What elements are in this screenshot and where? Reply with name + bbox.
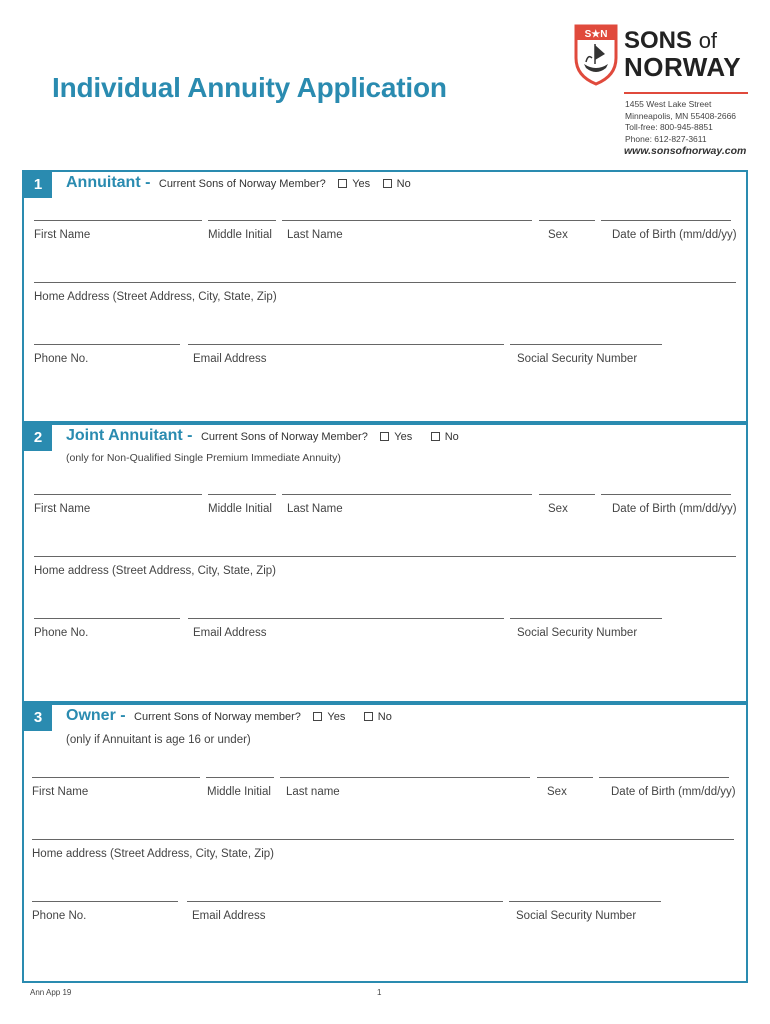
email-label: Email Address [192, 910, 266, 922]
email-label: Email Address [193, 353, 267, 365]
sex-label: Sex [548, 503, 568, 515]
dob-field[interactable] [599, 777, 729, 778]
section-title: Owner - [66, 707, 131, 724]
section-number: 2 [24, 425, 52, 451]
sex-label: Sex [548, 229, 568, 241]
last-name-field[interactable] [280, 777, 530, 778]
home-address-field[interactable] [34, 556, 736, 557]
checkbox-icon [338, 179, 347, 188]
svg-text:S★N: S★N [584, 29, 608, 40]
phone-label: Phone No. [34, 353, 89, 365]
checkbox-icon [431, 432, 440, 441]
section-number: 3 [24, 705, 52, 731]
section-annuitant [22, 170, 748, 423]
logo-wordmark [624, 28, 741, 80]
logo-norway: NORWAY [624, 52, 742, 82]
checkbox-label: Yes [394, 431, 413, 443]
phone-field[interactable] [34, 618, 180, 619]
sex-label: Sex [547, 786, 567, 798]
logo-of: of [698, 28, 718, 53]
checkbox-label: Yes [352, 178, 371, 190]
phone-label: Phone No. [32, 910, 87, 922]
member-no-checkbox[interactable] [431, 431, 459, 443]
phone-number: Phone: 612-827-3611 [625, 133, 707, 144]
tollfree-number: Toll-free: 800-945-8851 [625, 122, 713, 132]
member-no-checkbox[interactable] [383, 178, 411, 190]
member-yes-checkbox[interactable] [380, 431, 412, 443]
last-name-field[interactable] [282, 220, 532, 221]
viking-ship-shield-icon [574, 24, 618, 86]
checkbox-icon [364, 712, 373, 721]
last-name-label: Last name [286, 786, 340, 798]
dob-label: Date of Birth (mm/dd/yy) [611, 786, 736, 798]
phone-field[interactable] [34, 344, 180, 345]
middle-initial-field[interactable] [208, 220, 276, 221]
home-address-field[interactable] [34, 282, 736, 283]
middle-initial-field[interactable] [208, 494, 276, 495]
home-address-label: Home address (Street Address, City, State, Zip) [34, 565, 277, 577]
page-title: Individual Annuity Application [52, 72, 447, 103]
section-header [66, 707, 392, 725]
website-link[interactable]: www.sonsofnorway.com [624, 145, 747, 157]
first-name-field[interactable] [34, 494, 202, 495]
member-no-checkbox[interactable] [364, 711, 392, 723]
member-question: Current Sons of Norway member? [134, 711, 301, 723]
sex-field[interactable] [539, 220, 595, 221]
home-address-label: Home address (Street Address, City, State, Zip) [32, 848, 275, 860]
member-question: Current Sons of Norway Member? [158, 178, 326, 190]
last-name-field[interactable] [282, 494, 532, 495]
logo-sons: SONS [624, 27, 693, 54]
dob-label: Date of Birth (mm/dd/yy) [612, 229, 737, 241]
member-question: Current Sons of Norway Member? [200, 431, 368, 443]
section-number: 1 [24, 172, 52, 198]
dob-field[interactable] [601, 494, 731, 495]
home-address-label: Home Address (Street Address, City, State, Zip) [34, 291, 277, 303]
last-name-label: Last Name [287, 229, 343, 241]
email-field[interactable] [187, 901, 503, 902]
checkbox-icon [383, 179, 392, 188]
form-id: Ann App 19 [30, 988, 72, 997]
email-field[interactable] [188, 344, 504, 345]
section-header [66, 174, 411, 192]
sex-field[interactable] [537, 777, 593, 778]
member-yes-checkbox[interactable] [338, 178, 370, 190]
section-subtitle: (only for Non-Qualified Single Premium Immediate Annuity) [66, 452, 341, 464]
page-number: 1 [377, 988, 382, 997]
dob-field[interactable] [601, 220, 731, 221]
sex-field[interactable] [539, 494, 595, 495]
ssn-field[interactable] [509, 901, 661, 902]
sons-of-norway-logo [574, 24, 754, 90]
checkbox-label: Yes [327, 711, 346, 723]
section-title: Joint Annuitant - [66, 427, 197, 444]
checkbox-icon [313, 712, 322, 721]
member-yes-checkbox[interactable] [313, 711, 345, 723]
middle-initial-field[interactable] [206, 777, 274, 778]
street-address: 1455 West Lake Street [625, 99, 712, 109]
email-label: Email Address [193, 627, 267, 639]
home-address-field[interactable] [32, 839, 734, 840]
phone-field[interactable] [32, 901, 178, 902]
contact-block [625, 99, 736, 145]
ssn-field[interactable] [510, 344, 662, 345]
checkbox-label: No [444, 431, 459, 443]
section-title: Annuitant - [66, 174, 155, 191]
section-subtitle: (only if Annuitant is age 16 or under) [66, 734, 251, 746]
ssn-label: Social Security Number [517, 353, 638, 365]
checkbox-label: No [377, 711, 392, 723]
first-name-field[interactable] [32, 777, 200, 778]
first-name-field[interactable] [34, 220, 202, 221]
first-name-label: First Name [34, 229, 91, 241]
ssn-field[interactable] [510, 618, 662, 619]
phone-label: Phone No. [34, 627, 89, 639]
ssn-label: Social Security Number [516, 910, 637, 922]
middle-initial-label: Middle Initial [208, 503, 272, 515]
city-state-zip: Minneapolis, MN 55408-2666 [625, 110, 737, 121]
ssn-label: Social Security Number [517, 627, 638, 639]
section-owner [22, 703, 748, 983]
last-name-label: Last Name [287, 503, 343, 515]
email-field[interactable] [188, 618, 504, 619]
middle-initial-label: Middle Initial [207, 786, 271, 798]
section-joint-annuitant [22, 423, 748, 703]
first-name-label: First Name [34, 503, 91, 515]
checkbox-icon [380, 432, 389, 441]
middle-initial-label: Middle Initial [208, 229, 272, 241]
first-name-label: First Name [32, 786, 89, 798]
checkbox-label: No [396, 178, 411, 190]
section-header [66, 427, 459, 445]
logo-divider [624, 92, 748, 94]
dob-label: Date of Birth (mm/dd/yy) [612, 503, 737, 515]
